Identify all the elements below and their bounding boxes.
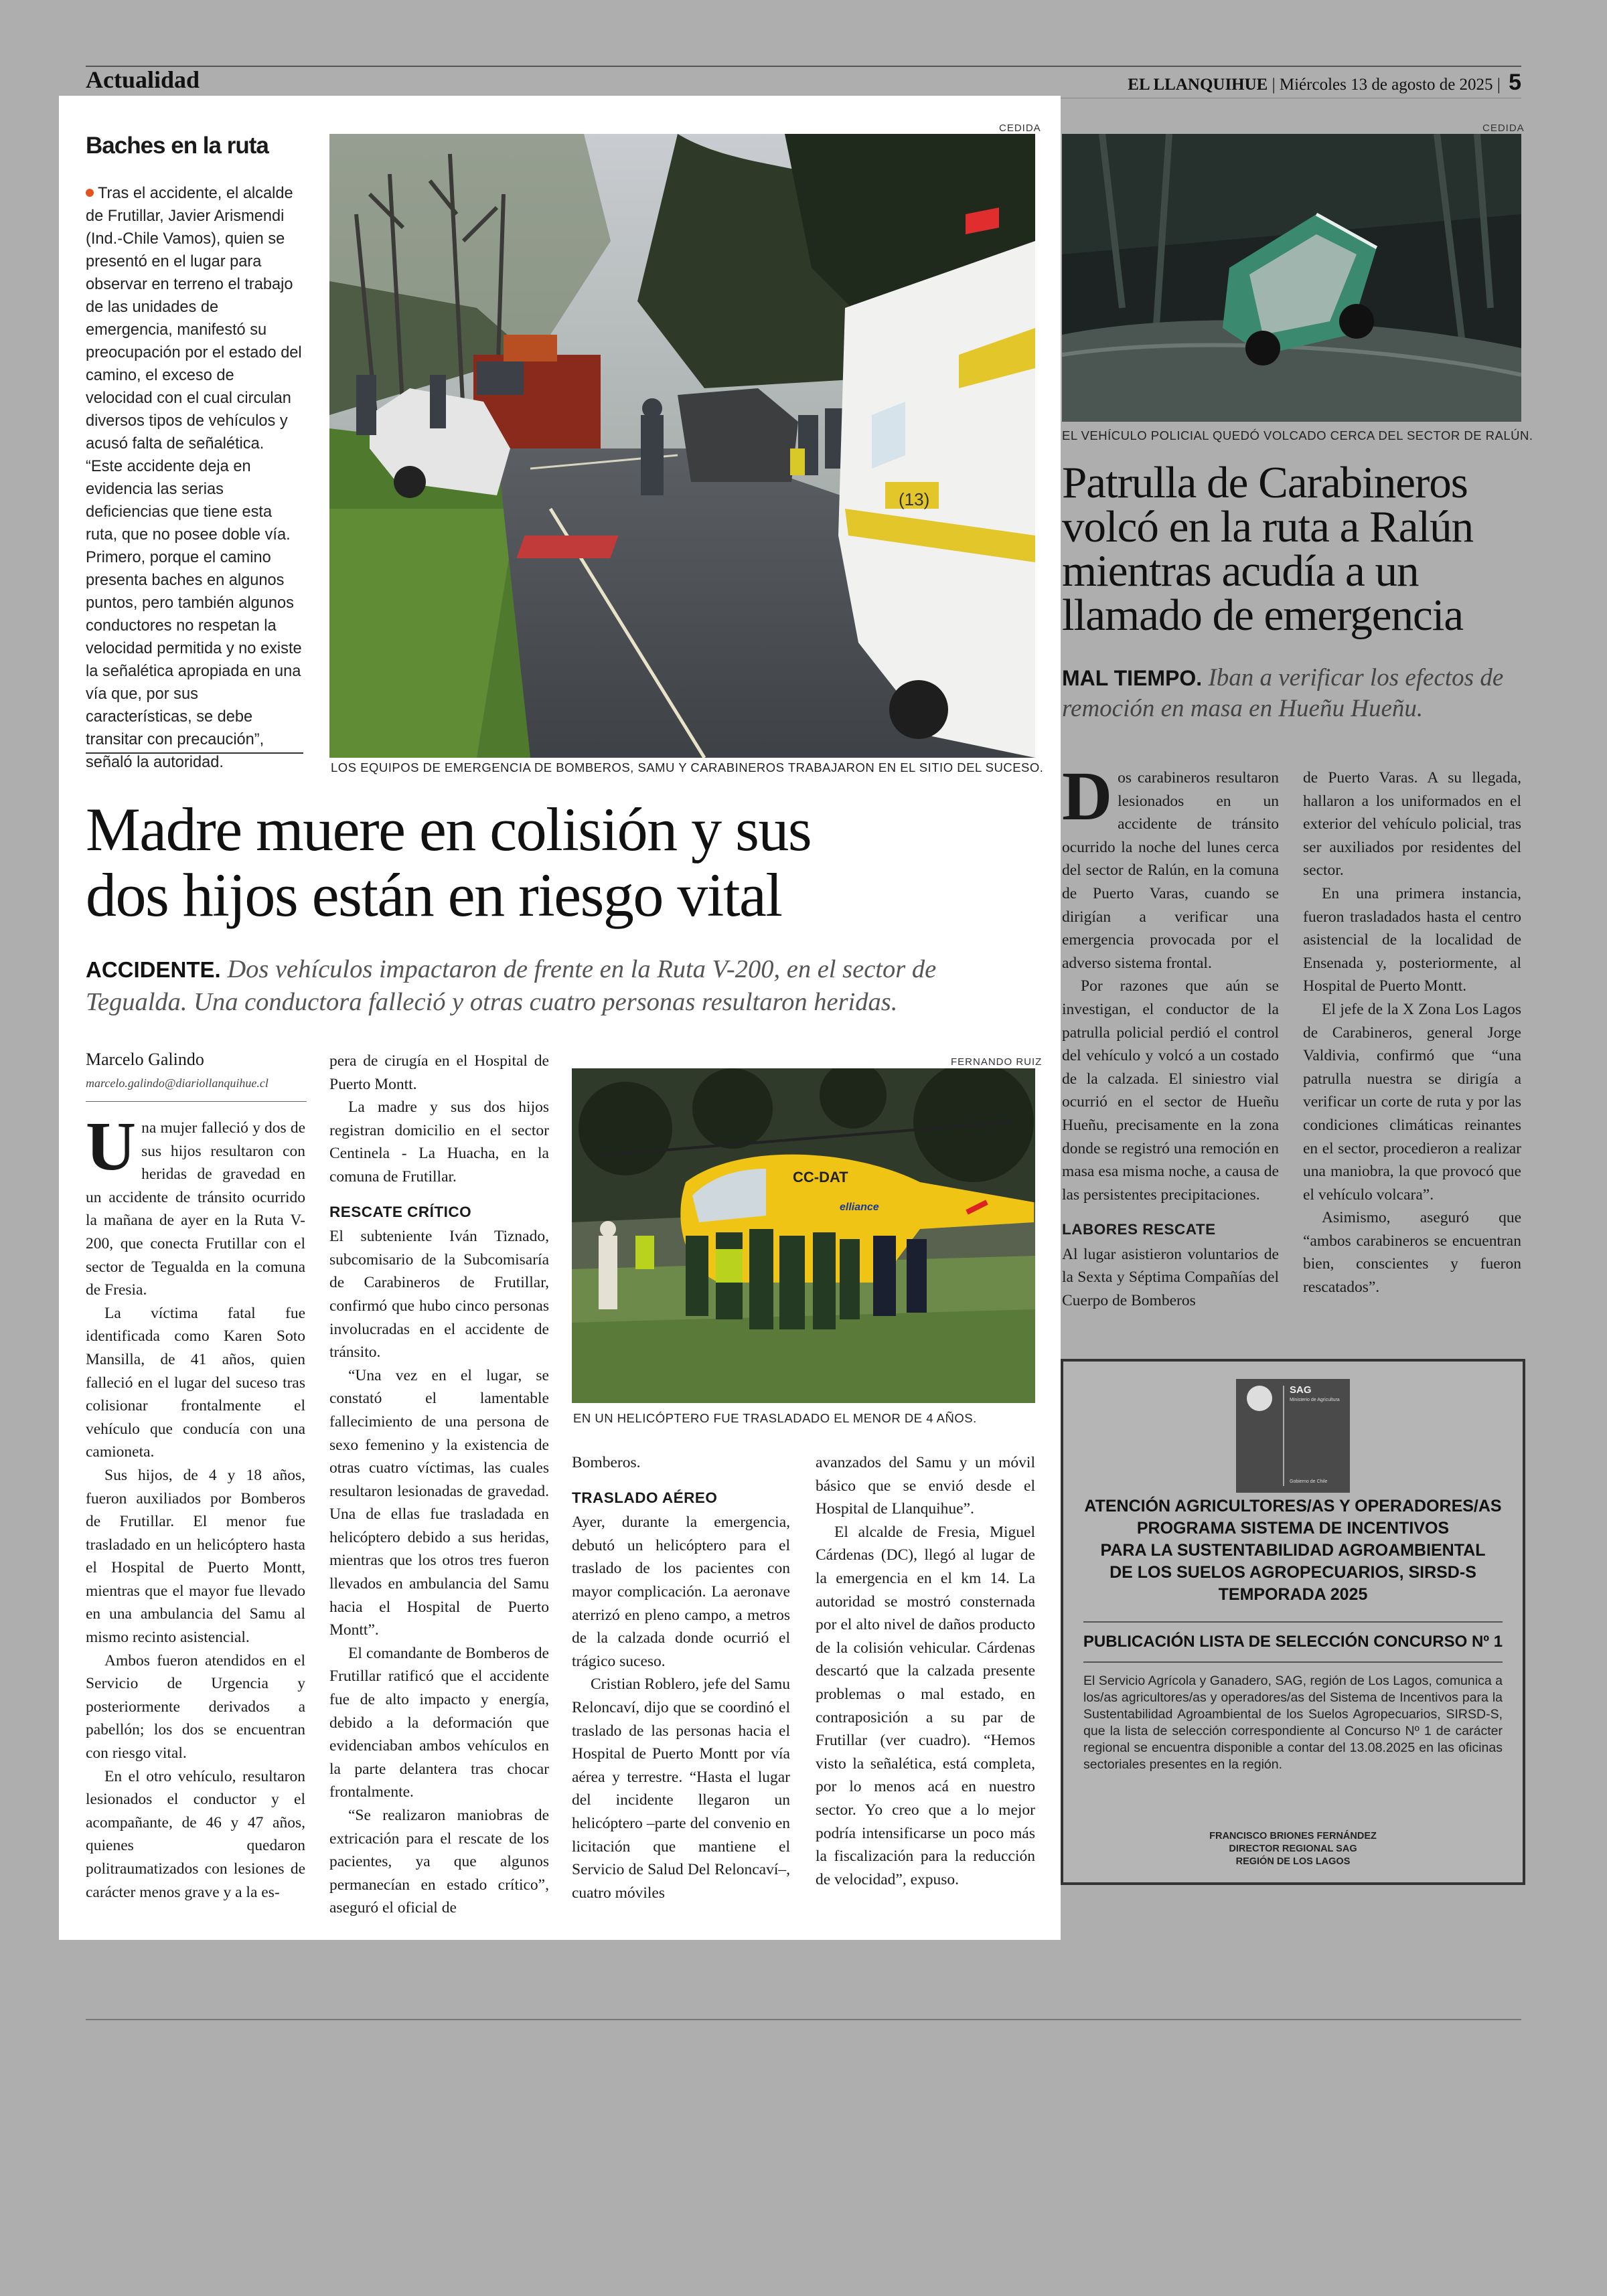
main-column-4: avanzados del Samu y un móvil básico que se envió desde el Hospital de Llanquihue”. El alcalde de Fresia, Miguel Cárdenas (DC), llegó al lugar de la emergencia en el km 14. La autoridad se mostró consternada por el alto nivel de daños producto de la colisión vehicular. Cárdenas descartó que la calzada presente problemas o mal estado, en contraposición a su par de Frutillar (ver cuadro). “Hemos visto la señalética, está completa, por lo menos acá en nuestro sector. Yo creo que a lo mejor podría intensificarse un poco más la fiscalización para la reducción de velocidad”, expuso. bbox=[816, 1454, 1035, 1888]
section-label: Actualidad bbox=[86, 66, 200, 93]
sag-logo: SAG Ministerio de Agricultura Gobierno de Chile bbox=[1236, 1379, 1350, 1493]
page-header-info: EL LLANQUIHUE | Miércoles 13 de agosto de 2025 | 5 bbox=[1128, 70, 1521, 95]
chile-shield-icon bbox=[1247, 1386, 1272, 1411]
author-email[interactable]: marcelo.galindo@diariollanquihue.cl bbox=[86, 1076, 269, 1090]
ad-subtitle: PUBLICACIÓN LISTA DE SELECCIÓN CONCURSO Nº 1 bbox=[1083, 1633, 1503, 1651]
bullet-dot-icon bbox=[86, 189, 94, 197]
accident-scene-photo bbox=[329, 134, 1035, 758]
heli-photo-caption: EN UN HELICÓPTERO FUE TRASLADADO EL MENOR DE 4 AÑOS. bbox=[573, 1411, 977, 1425]
right-headline: Patrulla de Carabineros volcó en la ruta a Ralún mientras acudía a un llamado de emergencia bbox=[1062, 458, 1474, 640]
sidebar-title: Baches en la ruta bbox=[86, 133, 269, 159]
right-lead: MAL TIEMPO. Iban a verificar los efectos de remoción en masa en Hueñu Hueñu. bbox=[1062, 664, 1504, 722]
main-column-3: Bomberos. TRASLADO AÉREO Ayer, durante la emergencia, debutó un helicóptero para el traslado de los pacientes con mayor complicación. La aeronave aterrizó en pleno campo, a metros de la calzada donde ocurrió el trágico suceso. Cristian Roblero, jefe del Samu Reloncaví, dijo que se coordinó el traslado de las personas hacia el Hospital de Puerto Montt por vía aérea y terrestre. “Hasta el lugar del incidente llegaron un helicóptero –parte del convenio en licitación que mantiene el Servicio de Salud Del Reloncaví–, cuatro móviles bbox=[572, 1454, 790, 1902]
ad-title: ATENCIÓN AGRICULTORES/AS Y OPERADORES/AS PROGRAMA SISTEMA DE INCENTIVOS PARA LA SUSTENTABILIDAD AGROAMBIENTAL DE LOS SUELOS AGROPECUARIOS, SIRSD-S TEMPORADA 2025 bbox=[1084, 1497, 1502, 1604]
subhead-traslado: TRASLADO AÉREO bbox=[572, 1489, 718, 1506]
sidebar-text: Tras el accidente, el alcalde de Frutillar, Javier Arismendi (Ind.-Chile Vamos), quien se presentó en el lugar para observar en terreno el trabajo de las unidades de emergencia, manifestó su preocupación por el estado del camino, el exceso de velocidad con el cual circulan diversos tipos de vehículos y acusó falta de señalética. “Este accidente deja en evidencia las serias deficiencias que tiene esta ruta, que no posee doble vía. Primero, porque el camino presenta baches en algunos puntos, pero también algunos conductores no respetan la velocidad permitida y no existe la señalética apropiada en una vía que, por sus características, se debe transitar con precaución”, señaló la autoridad. bbox=[86, 185, 302, 771]
main-column-1: Una mujer falleció y dos de sus hijos resultaron con heridas de gravedad en un accidente de tránsito ocurrido la mañana de ayer en la Ruta V-200, que conecta Frutillar con el sector de Tegualda en la comuna de Fresia. La víctima fatal fue identificada como Karen Soto Mansilla, de 41 años, quien falleció en el lugar del suceso tras colisionar frontalmente el vehículo que conducía con una camioneta. Sus hijos, de 4 y 18 años, fueron auxiliados por Bomberos de Frutillar. El menor fue trasladado en un helicóptero hasta el Hospital de Puerto Montt, mientras que el mayor fue llevado en una ambulancia del Samu al mismo recinto asistencial. Ambos fueron atendidos en el Servicio de Urgencia y posteriormente derivados a pabellón; los dos se encuentran con riesgo vital. En el otro vehículo, resultaron lesionados el conductor y el acompañante, de 46 y 47 años, quienes quedaron politraumatizados con lesiones de carácter menos grave y a la es- bbox=[86, 1108, 305, 1901]
right-photo-credit: CEDIDA bbox=[1482, 122, 1525, 134]
heli-photo-credit: FERNANDO RUIZ bbox=[951, 1056, 1043, 1068]
ad-signature: FRANCISCO BRIONES FERNÁNDEZ DIRECTOR REGIONAL SAG REGIÓN DE LOS LAGOS bbox=[1209, 1831, 1377, 1867]
header-top-rule bbox=[86, 66, 1521, 67]
sidebar-rule bbox=[86, 752, 303, 754]
police-car-photo bbox=[1062, 134, 1521, 422]
ad-rule-top bbox=[1083, 1621, 1503, 1623]
subhead-labores: LABORES RESCATE bbox=[1062, 1221, 1216, 1238]
dropcap: U bbox=[86, 1108, 137, 1185]
issue-date: Miércoles 13 de agosto de 2025 bbox=[1279, 76, 1493, 94]
svg-text:(13): (13) bbox=[899, 489, 930, 509]
ad-rule-bottom bbox=[1083, 1661, 1503, 1663]
author-name: Marcelo Galindo bbox=[86, 1050, 204, 1069]
main-lead: ACCIDENTE. Dos vehículos impactaron de frente en la Ruta V-200, en el sector de Tegualda. Una conductora falleció y otras cuatro personas resultaron heridas. bbox=[86, 955, 937, 1016]
author-rule bbox=[86, 1101, 307, 1102]
main-column-2: pera de cirugía en el Hospital de Puerto Montt. La madre y sus dos hijos registran domicilio en el sector Centinela - La Huacha, en la comuna de Frutillar. RESCATE CRÍTICO El subteniente Iván Tiznado, subcomisario de la Subcomisaría de Carabineros de Frutillar, confirmó que hubo cinco personas involucradas en el accidente de tránsito. “Una vez en el lugar, se constató el lamentable fallecimiento de una persona de sexo femenino y la existencia de otras cuatro víctimas, las cuales resultaron lesionadas de gravedad. Una de ellas fue trasladada en helicóptero debido a sus heridas, mientras que los otros tres fueron llevados en ambulancia del Samu hacia el Hospital de Puerto Montt”. El comandante de Bomberos de Frutillar ratificó que el accidente fue de alto impacto y energía, debido a la deformación que evidenciaban ambos vehículos en la parte delantera tras chocar frontalmente. “Se realizaron maniobras de extricación para el rescate de los pacientes, ya que algunos permanecían en estado crítico”, aseguró el oficial de bbox=[329, 1052, 549, 1917]
sag-advertisement bbox=[1061, 1359, 1525, 1885]
right-column-2: de Puerto Varas. A su llegada, hallaron a los uniformados en el exterior del vehículo policial, tras ser auxiliados por residentes del sector. En una primera instancia, fueron trasladados hasta el centro asistencial de la localidad de Ensenada y, posteriormente, al Hospital de Puerto Montt. El jefe de la X Zona Los Lagos de Carabineros, general Jorge Valdivia, confirmó que “una patrulla nuestra se dirigía a verificar un corte de ruta y por las condiciones climáticas reinantes en el sector, procedieron a realizar una maniobra, la que provocó que el vehículo volcara”. Asimismo, aseguró que “ambos carabineros se encuentran bien, conscientes y fueron rescatados”. bbox=[1303, 769, 1521, 1297]
heli-registration: CC-DAT bbox=[793, 1169, 848, 1185]
subhead-rescate: RESCATE CRÍTICO bbox=[329, 1203, 472, 1220]
paper-name: EL LLANQUIHUE bbox=[1128, 76, 1268, 94]
right-photo-caption: EL VEHÍCULO POLICIAL QUEDÓ VOLCADO CERCA DEL SECTOR DE RALÚN. bbox=[1062, 428, 1533, 442]
helicopter-photo bbox=[572, 1068, 1035, 1403]
page-number: 5 bbox=[1509, 70, 1521, 95]
footer-rule bbox=[86, 2019, 1521, 2020]
heli-brand-logo: elliance bbox=[840, 1202, 879, 1213]
ad-body: El Servicio Agrícola y Ganadero, SAG, región de Los Lagos, comunica a los/as agricultores/as y operadores/as del Sistema de Incentivos para la Sustentabilidad Agroambiental de los Suelos Agropecuarios, SIRSD-S, que la lista de selección correspondiente al Concurso Nº 1 de carácter regional se encuentra disponible a contar del 13.08.2025 en las oficinas sectoriales presentes en la región. bbox=[1083, 1673, 1503, 1772]
right-column-1: Dos carabineros resultaron lesionados en un accidente de tránsito ocurrido la noche del lunes cerca del sector de Ralún, en la comuna de Puerto Varas, cuando se dirigían a verificar una emergencia provocada por el adverso sistema frontal. Por razones que aún se investigan, el conductor de la patrulla policial perdió el control del vehículo y volcó a un costado de la calzada. El siniestro vial ocurrió en el sector de Hueñu Hueñu, precisamente en la zona donde se registró una remoción en masa esa misma noche, a causa de las persistentes precipitaciones. LABORES RESCATE Al lugar asistieron voluntarios de la Sexta y Séptima Compañías del Cuerpo de Bomberos bbox=[1062, 758, 1279, 1310]
main-photo-caption: LOS EQUIPOS DE EMERGENCIA DE BOMBEROS, SAMU Y CARABINEROS TRABAJARON EN EL SITIO DEL SUCESO. bbox=[331, 760, 1044, 774]
main-headline: Madre muere en colisión y sus dos hijos están en riesgo vital bbox=[86, 795, 812, 929]
right-dropcap: D bbox=[1062, 758, 1113, 835]
main-photo-credit: CEDIDA bbox=[999, 122, 1041, 134]
